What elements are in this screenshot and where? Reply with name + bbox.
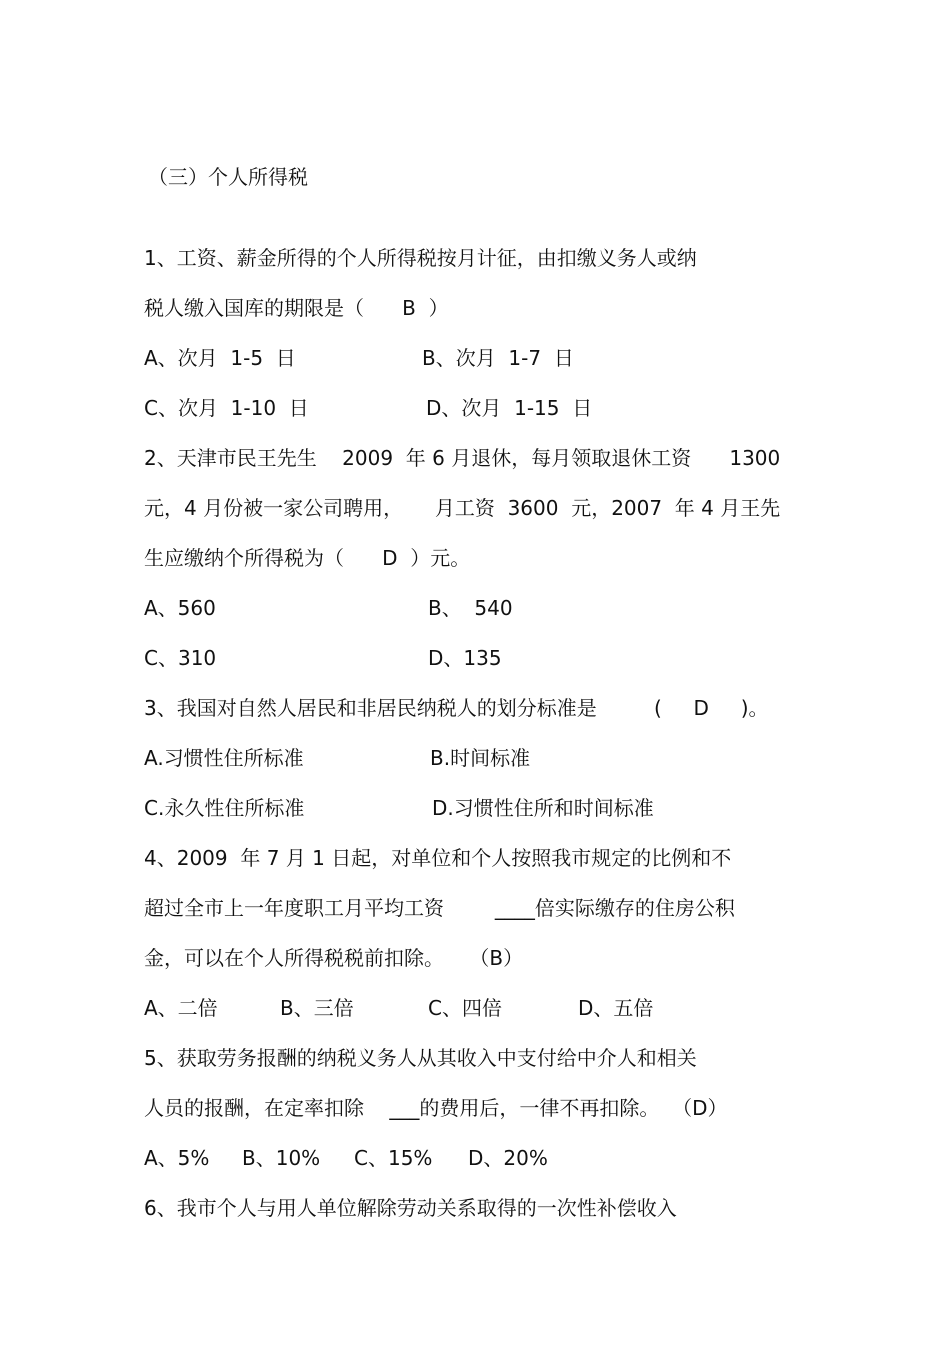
question-2-option-c: C、310 [144, 646, 217, 670]
section-title: （三）个人所得税 [148, 165, 308, 189]
question-4-line-2: 超过全市上一年度职工月平均工资 ____倍实际缴存的住房公积 [144, 896, 735, 920]
question-5-line-1: 5、获取劳务报酬的纳税义务人从其收入中支付给中介人和相关 [144, 1046, 697, 1070]
question-5-option-d: D、20% [468, 1146, 548, 1170]
question-2-option-a: A、560 [144, 596, 216, 620]
question-2-line-1: 2、天津市民王先生 2009 年 6 月退休，每月领取退休工资 1300 [144, 446, 781, 470]
question-3-option-b: B.时间标准 [430, 746, 531, 770]
question-4-option-d: D、五倍 [578, 996, 654, 1020]
question-5-option-a: A、5% [144, 1146, 210, 1170]
question-1-option-a: A、次月 1-5 日 [144, 346, 296, 370]
question-1-option-c: C、次月 1-10 日 [144, 396, 309, 420]
question-5-option-c: C、15% [354, 1146, 433, 1170]
question-1-option-d: D、次月 1-15 日 [426, 396, 593, 420]
question-2-option-d: D、135 [428, 646, 502, 670]
question-4-option-a: A、二倍 [144, 996, 218, 1020]
question-3-option-a: A.习惯性住所标准 [144, 746, 304, 770]
question-3-option-d: D.习惯性住所和时间标准 [432, 796, 654, 820]
question-2-line-2: 元，4 月份被一家公司聘用， 月工资 3600 元，2007 年 4 月王先 [144, 496, 781, 520]
question-1-line-2: 税人缴入国库的期限是（ B ） [144, 296, 449, 320]
question-2-option-b: B、 540 [428, 596, 513, 620]
question-5-line-2: 人员的报酬，在定率扣除 ___的费用后，一律不再扣除。 （D） [144, 1096, 728, 1120]
question-6-line-1: 6、我市个人与用人单位解除劳动关系取得的一次性补偿收入 [144, 1196, 677, 1220]
question-1-option-b: B、次月 1-7 日 [422, 346, 574, 370]
question-3-option-c: C.永久性住所标准 [144, 796, 305, 820]
question-4-option-b: B、三倍 [280, 996, 354, 1020]
question-5-option-b: B、10% [242, 1146, 321, 1170]
question-1-line-1: 1、工资、薪金所得的个人所得税按月计征，由扣缴义务人或纳 [144, 246, 697, 270]
question-4-line-1: 4、2009 年 7 月 1 日起，对单位和个人按照我市规定的比例和不 [144, 846, 732, 870]
question-3-line-1: 3、我国对自然人居民和非居民纳税人的划分标准是 ( D )。 [144, 696, 769, 720]
question-4-line-3: 金，可以在个人所得税税前扣除。 （B） [144, 946, 524, 970]
question-2-line-3: 生应缴纳个所得税为（ D ）元。 [144, 546, 471, 570]
question-4-option-c: C、四倍 [428, 996, 502, 1020]
